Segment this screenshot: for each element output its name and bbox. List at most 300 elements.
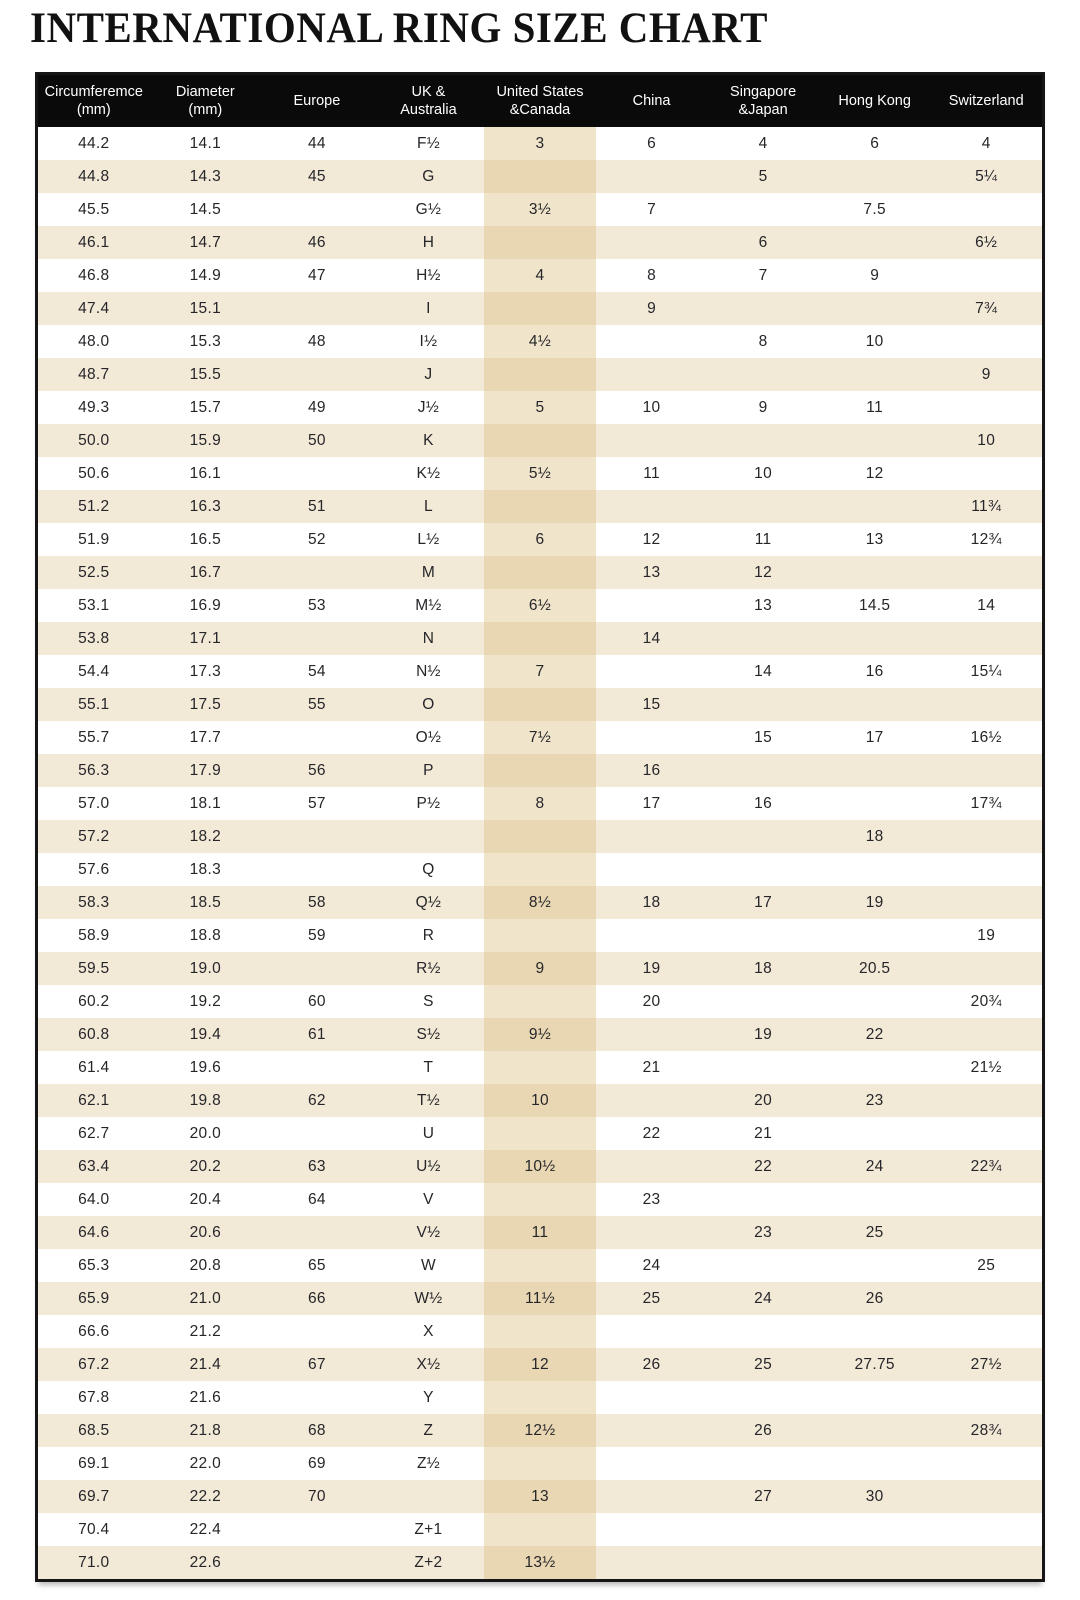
cell-switzerland: [930, 688, 1042, 721]
cell-hong-kong: 22: [865, 1025, 884, 1043]
cell-circumference: 45.5: [78, 200, 110, 218]
cell-circumference: 71.0: [78, 1553, 110, 1571]
cell-us-canada: [484, 358, 596, 391]
cell-china: 23: [642, 1190, 661, 1208]
cell-circumference: 69.7: [78, 1487, 110, 1505]
cell-singapore-japan: 6: [758, 233, 768, 251]
cell-uk-australia: M: [421, 563, 436, 581]
cell-singapore-japan: 26: [754, 1421, 773, 1439]
cell-europe: [261, 1513, 373, 1546]
cell-uk-australia: L: [423, 497, 433, 515]
cell-circumference: 44.8: [78, 167, 110, 185]
cell-china: [596, 1315, 708, 1348]
cell-switzerland: [930, 1480, 1042, 1513]
cell-circumference: 55.1: [78, 695, 110, 713]
cell-circumference: 51.9: [78, 530, 110, 548]
cell-circumference: 47.4: [78, 299, 110, 317]
cell-singapore-japan: [707, 1315, 819, 1348]
cell-switzerland: 16½: [970, 728, 1002, 746]
cell-uk-australia: J: [424, 365, 433, 383]
cell-circumference: 58.3: [78, 893, 110, 911]
cell-europe: [261, 622, 373, 655]
cell-hong-kong: [819, 226, 931, 259]
cell-diameter: 17.1: [189, 629, 222, 647]
cell-switzerland: [930, 1117, 1042, 1150]
column-header-line: (mm): [76, 102, 111, 118]
table-row: [38, 919, 1042, 952]
cell-europe: [261, 1117, 373, 1150]
table-row: [38, 160, 1042, 193]
cell-switzerland: [930, 325, 1042, 358]
cell-switzerland: [930, 259, 1042, 292]
cell-switzerland: [930, 1183, 1042, 1216]
cell-diameter: 15.7: [189, 398, 222, 416]
cell-uk-australia: U½: [416, 1157, 441, 1175]
cell-singapore-japan: 8: [758, 332, 768, 350]
table-row: [38, 1480, 1042, 1513]
cell-diameter: 15.9: [189, 431, 222, 449]
cell-diameter: 21.0: [189, 1289, 222, 1307]
cell-us-canada: 12½: [484, 1414, 596, 1447]
cell-switzerland: [930, 457, 1042, 490]
cell-diameter: 18.5: [189, 893, 222, 911]
page-title: INTERNATIONAL RING SIZE CHART: [30, 3, 768, 52]
cell-diameter: 16.5: [189, 530, 222, 548]
cell-circumference: 57.6: [78, 860, 110, 878]
cell-hong-kong: 18: [865, 827, 884, 845]
cell-switzerland: 9: [981, 365, 991, 383]
cell-europe: [261, 1216, 373, 1249]
cell-singapore-japan: [707, 1051, 819, 1084]
column-header-hong-kong: [819, 75, 931, 127]
cell-china: 15: [642, 695, 661, 713]
cell-switzerland: 14: [977, 596, 996, 614]
cell-circumference: 49.3: [78, 398, 110, 416]
cell-uk-australia: P½: [416, 794, 441, 812]
cell-china: 14: [642, 629, 661, 647]
cell-uk-australia: Q½: [415, 893, 442, 911]
cell-china: [596, 1546, 708, 1579]
cell-circumference: 67.8: [78, 1388, 110, 1406]
cell-us-canada: 10½: [484, 1150, 596, 1183]
cell-switzerland: [930, 820, 1042, 853]
cell-hong-kong: 30: [865, 1487, 884, 1505]
table-row: [38, 1414, 1042, 1447]
cell-us-canada: 6½: [484, 589, 596, 622]
column-header-line: Diameter: [175, 83, 235, 100]
column-header-line: &Japan: [738, 102, 788, 118]
cell-diameter: 15.5: [189, 365, 222, 383]
table-row: [38, 193, 1042, 226]
cell-europe: 62: [307, 1091, 326, 1109]
cell-diameter: 18.3: [189, 860, 222, 878]
cell-hong-kong: 19: [865, 893, 884, 911]
cell-singapore-japan: 21: [754, 1124, 773, 1142]
column-header-europe: [261, 75, 373, 127]
cell-diameter: 20.8: [189, 1256, 222, 1274]
cell-circumference: 65.9: [78, 1289, 110, 1307]
table-row: [38, 1051, 1042, 1084]
cell-uk-australia: H: [422, 233, 435, 251]
cell-uk-australia: F½: [416, 134, 440, 152]
cell-uk-australia: Y: [423, 1388, 434, 1406]
cell-china: [596, 1447, 708, 1480]
cell-circumference: 68.5: [78, 1421, 110, 1439]
cell-us-canada: [484, 1249, 596, 1282]
cell-diameter: 15.3: [189, 332, 222, 350]
cell-circumference: 57.0: [78, 794, 110, 812]
column-header-circumference: [38, 75, 150, 127]
cell-switzerland: 12¾: [970, 530, 1002, 548]
column-header-line: Switzerland: [948, 92, 1024, 109]
cell-europe: 54: [307, 662, 326, 680]
cell-china: [596, 490, 708, 523]
cell-singapore-japan: [707, 1183, 819, 1216]
cell-us-canada: [484, 1447, 596, 1480]
column-header-line: China: [632, 92, 671, 109]
cell-circumference: 48.7: [78, 365, 110, 383]
cell-diameter: 14.9: [189, 266, 222, 284]
cell-china: [596, 1414, 708, 1447]
cell-diameter: 21.6: [189, 1388, 222, 1406]
cell-switzerland: [930, 886, 1042, 919]
cell-uk-australia: [373, 1480, 485, 1513]
cell-uk-australia: O: [422, 695, 435, 713]
cell-singapore-japan: 4: [758, 134, 768, 152]
cell-hong-kong: 27.75: [854, 1355, 895, 1373]
cell-circumference: 57.2: [78, 827, 110, 845]
cell-hong-kong: [819, 688, 931, 721]
cell-uk-australia: I: [426, 299, 431, 317]
cell-europe: [261, 556, 373, 589]
cell-china: 25: [642, 1289, 661, 1307]
column-header-line: Singapore: [730, 83, 797, 100]
cell-us-canada: [484, 424, 596, 457]
cell-singapore-japan: [707, 688, 819, 721]
cell-diameter: 18.1: [189, 794, 222, 812]
cell-us-canada: [484, 556, 596, 589]
cell-europe: [261, 358, 373, 391]
column-header-line: Australia: [400, 102, 457, 118]
cell-hong-kong: [819, 1117, 931, 1150]
cell-switzerland: [930, 1216, 1042, 1249]
cell-circumference: 64.6: [78, 1223, 110, 1241]
cell-china: 20: [642, 992, 661, 1010]
cell-us-canada: [484, 985, 596, 1018]
cell-switzerland: [930, 193, 1042, 226]
cell-europe: 51: [307, 497, 326, 515]
cell-circumference: 53.1: [78, 596, 110, 614]
cell-uk-australia: X: [423, 1322, 434, 1340]
cell-hong-kong: 16: [865, 662, 884, 680]
cell-singapore-japan: 13: [754, 596, 773, 614]
cell-hong-kong: [819, 1513, 931, 1546]
cell-diameter: 16.3: [189, 497, 222, 515]
cell-switzerland: 6½: [975, 233, 998, 251]
cell-europe: 55: [307, 695, 326, 713]
cell-hong-kong: [819, 754, 931, 787]
cell-diameter: 22.6: [189, 1553, 222, 1571]
table-row: [38, 820, 1042, 853]
cell-us-canada: 7: [484, 655, 596, 688]
cell-china: [596, 1216, 708, 1249]
table-row: [38, 1249, 1042, 1282]
cell-uk-australia: R: [422, 926, 435, 944]
cell-switzerland: 7¾: [975, 299, 998, 317]
table-row: [38, 1018, 1042, 1051]
cell-uk-australia: [373, 820, 485, 853]
cell-china: 12: [642, 530, 661, 548]
cell-singapore-japan: 17: [754, 893, 773, 911]
cell-circumference: 46.1: [78, 233, 110, 251]
cell-singapore-japan: [707, 820, 819, 853]
cell-circumference: 46.8: [78, 266, 110, 284]
cell-us-canada: 8½: [484, 886, 596, 919]
cell-switzerland: 10: [977, 431, 996, 449]
cell-china: [596, 1480, 708, 1513]
cell-circumference: 50.6: [78, 464, 110, 482]
cell-switzerland: [930, 952, 1042, 985]
cell-diameter: 14.7: [189, 233, 222, 251]
cell-europe: 56: [307, 761, 326, 779]
cell-circumference: 60.8: [78, 1025, 110, 1043]
table-row: [38, 1348, 1042, 1381]
cell-uk-australia: N½: [416, 662, 441, 680]
cell-hong-kong: [819, 1315, 931, 1348]
cell-singapore-japan: [707, 919, 819, 952]
cell-europe: 64: [307, 1190, 326, 1208]
cell-diameter: 14.3: [189, 167, 222, 185]
cell-switzerland: [930, 853, 1042, 886]
table-row: [38, 259, 1042, 292]
cell-diameter: 20.4: [189, 1190, 222, 1208]
table-row: [38, 457, 1042, 490]
cell-china: [596, 226, 708, 259]
cell-switzerland: 28¾: [970, 1421, 1002, 1439]
cell-hong-kong: [819, 1546, 931, 1579]
table-row: [38, 490, 1042, 523]
cell-singapore-japan: [707, 1447, 819, 1480]
cell-us-canada: 11: [484, 1216, 596, 1249]
cell-singapore-japan: [707, 1381, 819, 1414]
column-header-uk-australia: [373, 75, 485, 127]
table-row: [38, 424, 1042, 457]
cell-us-canada: 9½: [484, 1018, 596, 1051]
cell-singapore-japan: 15: [754, 728, 773, 746]
cell-europe: 45: [307, 167, 326, 185]
cell-europe: 69: [307, 1454, 326, 1472]
table-row: [38, 589, 1042, 622]
cell-uk-australia: T½: [416, 1091, 440, 1109]
cell-us-canada: [484, 1183, 596, 1216]
cell-china: 19: [642, 959, 661, 977]
table-row: [38, 985, 1042, 1018]
table-row: [38, 1315, 1042, 1348]
cell-diameter: 17.5: [189, 695, 222, 713]
cell-us-canada: 12: [484, 1348, 596, 1381]
table-row: [38, 358, 1042, 391]
cell-hong-kong: 7.5: [863, 200, 886, 218]
table-row: [38, 655, 1042, 688]
cell-europe: 66: [307, 1289, 326, 1307]
cell-hong-kong: [819, 1183, 931, 1216]
cell-europe: 44: [307, 134, 326, 152]
cell-circumference: 66.6: [78, 1322, 110, 1340]
cell-diameter: 21.2: [189, 1322, 222, 1340]
cell-europe: [261, 721, 373, 754]
cell-us-canada: [484, 160, 596, 193]
cell-switzerland: 17¾: [970, 794, 1002, 812]
cell-hong-kong: [819, 490, 931, 523]
cell-uk-australia: Q: [422, 860, 435, 878]
cell-switzerland: [930, 1315, 1042, 1348]
cell-europe: 52: [307, 530, 326, 548]
cell-china: [596, 325, 708, 358]
cell-singapore-japan: 24: [754, 1289, 773, 1307]
cell-us-canada: 3½: [484, 193, 596, 226]
cell-switzerland: [930, 754, 1042, 787]
cell-china: 16: [642, 761, 661, 779]
cell-switzerland: 4: [981, 134, 991, 152]
cell-switzerland: [930, 391, 1042, 424]
cell-us-canada: [484, 688, 596, 721]
cell-diameter: 19.0: [189, 959, 222, 977]
cell-us-canada: [484, 1381, 596, 1414]
cell-singapore-japan: 5: [758, 167, 768, 185]
cell-europe: [261, 1381, 373, 1414]
cell-us-canada: 11½: [484, 1282, 596, 1315]
cell-switzerland: 25: [977, 1256, 996, 1274]
column-header-switzerland: [930, 75, 1042, 127]
cell-switzerland: 19: [977, 926, 996, 944]
column-header-china: [596, 75, 708, 127]
cell-europe: [261, 292, 373, 325]
cell-uk-australia: W½: [414, 1289, 443, 1307]
cell-uk-australia: U: [422, 1124, 435, 1142]
cell-diameter: 14.5: [189, 200, 222, 218]
cell-uk-australia: M½: [415, 596, 442, 614]
cell-europe: 46: [307, 233, 326, 251]
cell-singapore-japan: [707, 193, 819, 226]
cell-us-canada: [484, 919, 596, 952]
cell-us-canada: [484, 226, 596, 259]
cell-us-canada: [484, 853, 596, 886]
cell-china: [596, 424, 708, 457]
table-row: [38, 325, 1042, 358]
cell-uk-australia: P: [423, 761, 434, 779]
cell-hong-kong: [819, 1447, 931, 1480]
cell-circumference: 61.4: [78, 1058, 110, 1076]
cell-circumference: 48.0: [78, 332, 110, 350]
column-header-line: United States: [496, 83, 584, 100]
cell-circumference: 51.2: [78, 497, 110, 515]
cell-singapore-japan: [707, 358, 819, 391]
cell-diameter: 15.1: [189, 299, 222, 317]
table-row: [38, 292, 1042, 325]
cell-china: 21: [642, 1058, 661, 1076]
column-header-line: Circumferemce: [44, 83, 143, 100]
cell-hong-kong: [819, 853, 931, 886]
cell-switzerland: 15¼: [970, 662, 1002, 680]
table-row: [38, 127, 1042, 160]
cell-diameter: 20.6: [189, 1223, 222, 1241]
cell-us-canada: 13: [484, 1480, 596, 1513]
cell-singapore-japan: 27: [754, 1487, 773, 1505]
cell-circumference: 53.8: [78, 629, 110, 647]
cell-europe: 49: [307, 398, 326, 416]
cell-china: [596, 1513, 708, 1546]
cell-circumference: 65.3: [78, 1256, 110, 1274]
cell-hong-kong: 26: [865, 1289, 884, 1307]
cell-singapore-japan: [707, 490, 819, 523]
cell-switzerland: [930, 1513, 1042, 1546]
cell-diameter: 21.8: [189, 1421, 222, 1439]
cell-diameter: 16.9: [189, 596, 222, 614]
cell-us-canada: [484, 292, 596, 325]
cell-china: [596, 1150, 708, 1183]
cell-singapore-japan: 9: [758, 398, 768, 416]
table-row: [38, 1381, 1042, 1414]
cell-china: [596, 1381, 708, 1414]
cell-china: 13: [642, 563, 661, 581]
cell-singapore-japan: [707, 1513, 819, 1546]
cell-hong-kong: [819, 622, 931, 655]
cell-us-canada: 6: [484, 523, 596, 556]
cell-switzerland: [930, 1447, 1042, 1480]
cell-hong-kong: [819, 292, 931, 325]
column-header-singapore-japan: [707, 75, 819, 127]
column-header-line: Europe: [293, 92, 341, 109]
cell-uk-australia: V½: [416, 1223, 441, 1241]
cell-china: [596, 1018, 708, 1051]
cell-diameter: 18.8: [189, 926, 222, 944]
table-row: [38, 721, 1042, 754]
cell-us-canada: 5½: [484, 457, 596, 490]
cell-hong-kong: 10: [865, 332, 884, 350]
column-header-line: Hong Kong: [838, 92, 911, 109]
cell-circumference: 63.4: [78, 1157, 110, 1175]
cell-switzerland: [930, 1546, 1042, 1579]
cell-china: [596, 1084, 708, 1117]
cell-singapore-japan: 19: [754, 1025, 773, 1043]
cell-hong-kong: [819, 358, 931, 391]
table-row: [38, 1150, 1042, 1183]
cell-china: 7: [647, 200, 656, 218]
table-row: [38, 787, 1042, 820]
column-header-diameter: [150, 75, 262, 127]
cell-china: 26: [642, 1355, 661, 1373]
table-row: [38, 1282, 1042, 1315]
cell-circumference: 64.0: [78, 1190, 110, 1208]
table-row: [38, 853, 1042, 886]
cell-switzerland: [930, 1282, 1042, 1315]
cell-us-canada: 7½: [484, 721, 596, 754]
cell-china: [596, 655, 708, 688]
cell-diameter: 22.0: [189, 1454, 222, 1472]
cell-us-canada: 13½: [484, 1546, 596, 1579]
cell-switzerland: [930, 1084, 1042, 1117]
cell-hong-kong: 20.5: [858, 959, 891, 977]
cell-china: [596, 919, 708, 952]
cell-europe: 48: [307, 332, 326, 350]
cell-circumference: 62.7: [78, 1124, 110, 1142]
cell-circumference: 50.0: [78, 431, 110, 449]
cell-switzerland: 20¾: [970, 992, 1002, 1010]
cell-uk-australia: J½: [417, 398, 440, 416]
cell-hong-kong: [819, 985, 931, 1018]
cell-hong-kong: 6: [870, 134, 880, 152]
table-body: [38, 127, 1042, 1579]
